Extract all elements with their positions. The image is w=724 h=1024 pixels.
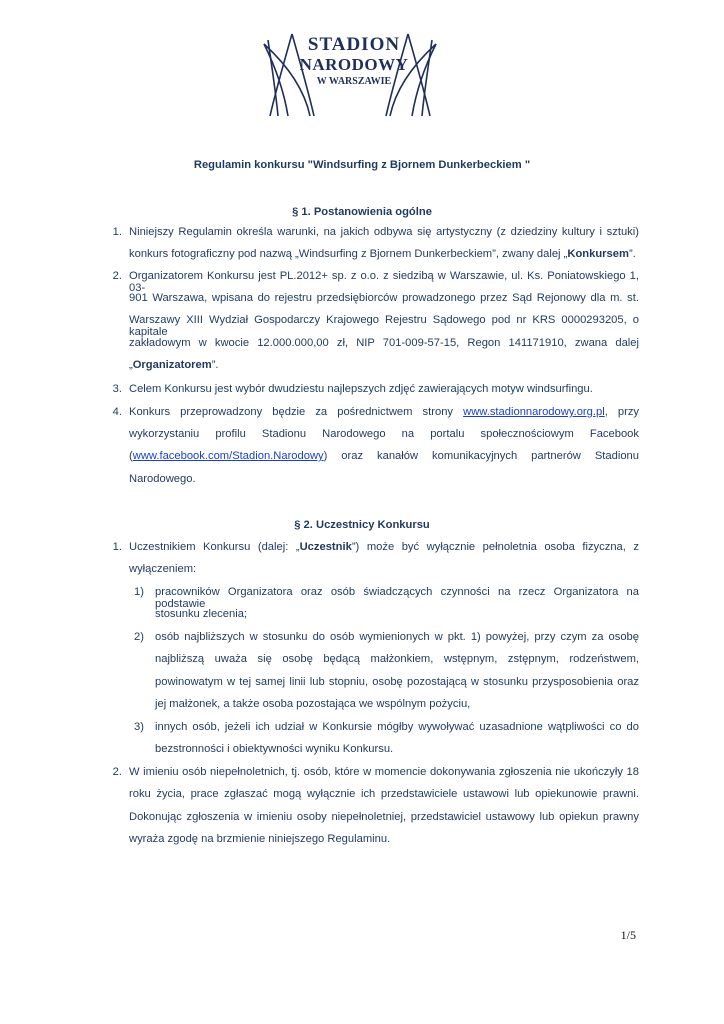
text-run: Konkurs przeprowadzony będzie za pośrednictwem strony bbox=[129, 406, 454, 418]
subitem-text: bezstronności i obiektywności wyniku Konkursu. bbox=[155, 743, 394, 755]
item-number: 3. bbox=[112, 383, 122, 395]
stadium-arches-icon bbox=[262, 28, 438, 120]
subitem-number: 2) bbox=[134, 631, 144, 643]
item-number: 2. bbox=[112, 270, 122, 282]
item-number: 1. bbox=[112, 541, 122, 553]
item-text: Dokonując zgłoszenia w imieniu osoby niepełnoletniej, przedstawiciel ustawowy lub opiekun prawny bbox=[129, 811, 639, 823]
subitem-number: 1) bbox=[134, 586, 144, 598]
item-text bbox=[129, 248, 636, 260]
subitem-text: innych osób, jeżeli ich udział w Konkursie mógłby wywoływać uzasadnione wątpliwości co do bbox=[155, 721, 639, 733]
item-text: 901 Warszawa, wpisana do rejestru przedsiębiorców prowadzonego przez Sąd Rejonowy dla m. st. bbox=[129, 292, 639, 304]
stadion-website-link[interactable]: www.stadionnarodowy.org.pl bbox=[463, 406, 605, 418]
item-text: Niniejszy Regulamin określa warunki, na jakich odbywa się artystyczny (z dziedziny kultury i sztuki) bbox=[129, 226, 639, 238]
logo-line-3: W WARSZAWIE bbox=[316, 76, 392, 87]
term-konkursem: Konkursem bbox=[567, 248, 629, 260]
item-text: W imieniu osób niepełnoletnich, tj. osób, które w momencie dokonywania zgłoszenia nie ukończyły 18 bbox=[129, 766, 639, 778]
subitem-text: najbliższą uważa się osobę będącą małżonkiem, wstępnym, zstępnym, rodzeństwem, bbox=[155, 653, 639, 665]
term-organizatorem: Organizatorem bbox=[132, 359, 212, 371]
item-text: Warszawy XIII Wydział Gospodarczy Krajowego Rejestru Sądowego pod nr KRS 0000293205, o kapitale bbox=[129, 314, 639, 338]
text-run: ( bbox=[129, 450, 133, 462]
facebook-page-link[interactable]: www.facebook.com/Stadion.Narodowy bbox=[132, 450, 324, 462]
item-text bbox=[129, 541, 639, 557]
logo-line-2: NARODOWY bbox=[299, 55, 409, 74]
item-text: Narodowego. bbox=[129, 473, 196, 485]
subitem-text: pracowników Organizatora oraz osób świadczących czynności na rzecz Organizatora na podstawie bbox=[155, 586, 639, 610]
text-run: ”. bbox=[211, 359, 219, 371]
text-run: ) oraz kanałów komunikacyjnych partnerów Stadionu bbox=[323, 450, 639, 462]
text-run: Uczestnikiem Konkursu (dalej: „ bbox=[129, 541, 300, 553]
item-text: wykorzystaniu profilu Stadionu Narodowego na portalu społecznościowym Facebook bbox=[129, 428, 639, 440]
subitem-text: jej małżonek, a także osoba pozostająca we wspólnym pożyciu, bbox=[155, 698, 471, 710]
item-text: wyłączeniem: bbox=[129, 563, 197, 575]
subitem-text: stosunku zlecenia; bbox=[155, 608, 248, 620]
item-number: 4. bbox=[112, 406, 122, 418]
text-run: konkurs fotograficzny pod nazwą „Windsurfing z Bjornem Dunkerbeckiem”, zwany dalej „ bbox=[129, 248, 568, 260]
item-text: roku życia, prace zgłaszać mogą wyłącznie ich przedstawiciele ustawowi lub opiekunowie prawni. bbox=[129, 788, 639, 800]
item-text: Organizatorem Konkursu jest PL.2012+ sp. z o.o. z siedzibą w Warszawie, ul. Ks. Poniatowskiego 1, 03- bbox=[129, 270, 639, 294]
text-run: ”. bbox=[628, 248, 636, 260]
section-2-heading: § 2. Uczestnicy Konkursu bbox=[294, 519, 430, 531]
document-title: Regulamin konkursu "Windsurfing z Bjornem Dunkerbeckiem " bbox=[193, 159, 531, 171]
subitem-number: 3) bbox=[134, 721, 144, 733]
section-1-heading: § 1. Postanowienia ogólne bbox=[292, 206, 432, 218]
item-number: 2. bbox=[112, 766, 122, 778]
text-run: , przy bbox=[604, 406, 640, 418]
text-run: „ bbox=[129, 359, 133, 371]
item-text bbox=[129, 359, 219, 371]
logo-line-1: STADION bbox=[307, 34, 401, 55]
stadion-narodowy-logo bbox=[262, 28, 438, 120]
item-text: wyraża zgodę na brzmienie niniejszego Regulaminu. bbox=[129, 833, 391, 845]
page-number: 1/5 bbox=[620, 928, 636, 942]
item-text bbox=[129, 406, 639, 422]
term-uczestnik: Uczestnik bbox=[299, 541, 352, 553]
item-text bbox=[129, 450, 639, 466]
item-text: Celem Konkursu jest wybór dwudziestu najlepszych zdjęć zawierających motyw windsurfingu. bbox=[129, 383, 593, 395]
item-number: 1. bbox=[112, 226, 122, 238]
subitem-text: osób najbliższych w stosunku do osób wymienionych w pkt. 1) powyżej, przy czym za osobę bbox=[155, 631, 639, 643]
text-run: ”) może być wyłącznie pełnoletnia osoba fizyczna, z bbox=[351, 541, 640, 553]
item-text: zakładowym w kwocie 12.000.000,00 zł, NIP 701-009-57-15, Regon 141171910, zwana dalej bbox=[129, 337, 639, 349]
subitem-text: powinowatym w tej samej linii lub stopniu, osobę pozostającą w stosunku przysposobienia oraz bbox=[155, 676, 639, 688]
